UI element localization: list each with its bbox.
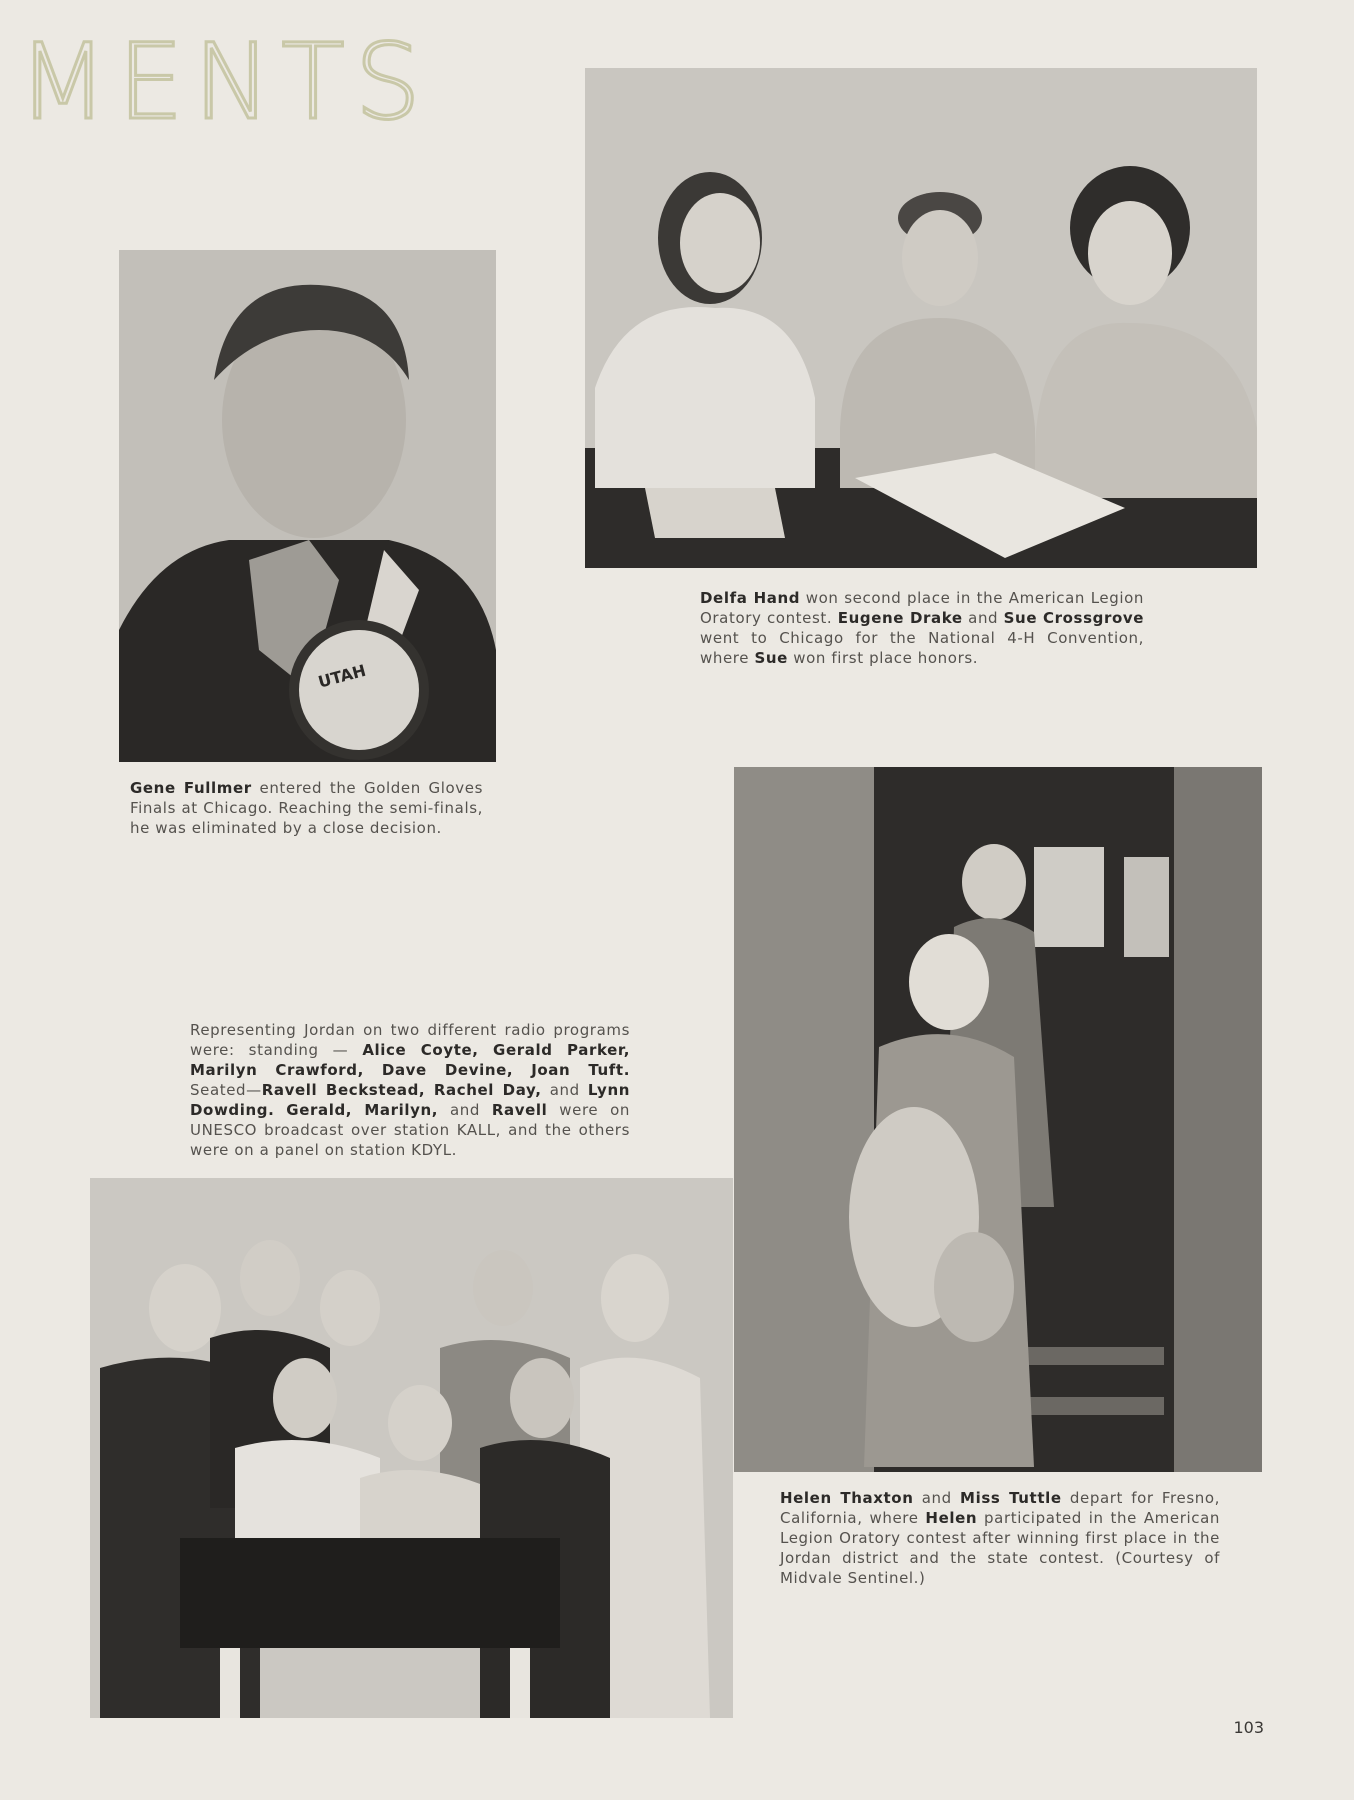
page-number: 103 (1233, 1718, 1264, 1737)
caption-text: were on UNESCO broadcast over station KALL, and the others were on a panel on station KDYL. (190, 1101, 630, 1159)
name-gene-fullmer: Gene Fullmer (130, 779, 252, 797)
name-delfa-hand: Delfa Hand (700, 589, 801, 607)
name-ravell: Ravell (491, 1101, 548, 1119)
page-heading: MENTS (18, 21, 431, 143)
caption-text: Seated— (190, 1081, 262, 1099)
caption-text: and (913, 1489, 961, 1507)
caption-text: and (962, 609, 1004, 627)
caption-text: depart for Fresno, California, where (780, 1489, 1220, 1527)
name-helen: Helen (925, 1509, 978, 1527)
photo-oratory-students (585, 68, 1257, 568)
names-standing: Alice Coyte, Gerald Parker, Marilyn Crawford, Dave Devine, Joan Tuft. (190, 1041, 631, 1079)
caption-radio (190, 1020, 630, 1160)
name-eugene-drake: Eugene Drake (837, 609, 963, 627)
names-unesco: Gerald, Marilyn, (286, 1101, 439, 1119)
photo-radio-group (90, 1178, 733, 1718)
caption-text (274, 1101, 286, 1119)
name-helen-thaxton: Helen Thaxton (780, 1489, 914, 1507)
name-lynn-dowding: Lynn Dowding. (190, 1081, 630, 1119)
caption-fresno (780, 1488, 1220, 1588)
caption-text: Representing Jordan on two different radio programs were: standing — (190, 1021, 630, 1059)
caption-oratory (700, 588, 1144, 668)
name-sue: Sue (754, 649, 788, 667)
caption-text: entered the Golden Gloves Finals at Chicago. Reaching the semi-finals, he was eliminated by a close decision. (130, 779, 484, 837)
caption-text: and (541, 1081, 588, 1099)
name-miss-tuttle: Miss Tuttle (960, 1489, 1062, 1507)
svg-text:UTAH: UTAH (316, 660, 368, 692)
caption-boxing (130, 778, 483, 838)
caption-text: won first place honors. (787, 649, 979, 667)
caption-text: won second place in the American Legion Oratory contest. (700, 589, 1144, 627)
caption-text: participated in the American Legion Oratory contest after winning first place in the Jordan district and the state contest. (Courtesy of Midvale Sentinel.) (780, 1509, 1221, 1587)
photo-train-departure (734, 767, 1262, 1472)
name-sue-crossgrove: Sue Crossgrove (1003, 609, 1144, 627)
caption-text: and (438, 1101, 492, 1119)
names-seated: Ravell Beckstead, Rachel Day, (261, 1081, 542, 1099)
photo-boxer-portrait (119, 250, 496, 762)
caption-text: went to Chicago for the National 4-H Convention, where (700, 629, 1144, 667)
